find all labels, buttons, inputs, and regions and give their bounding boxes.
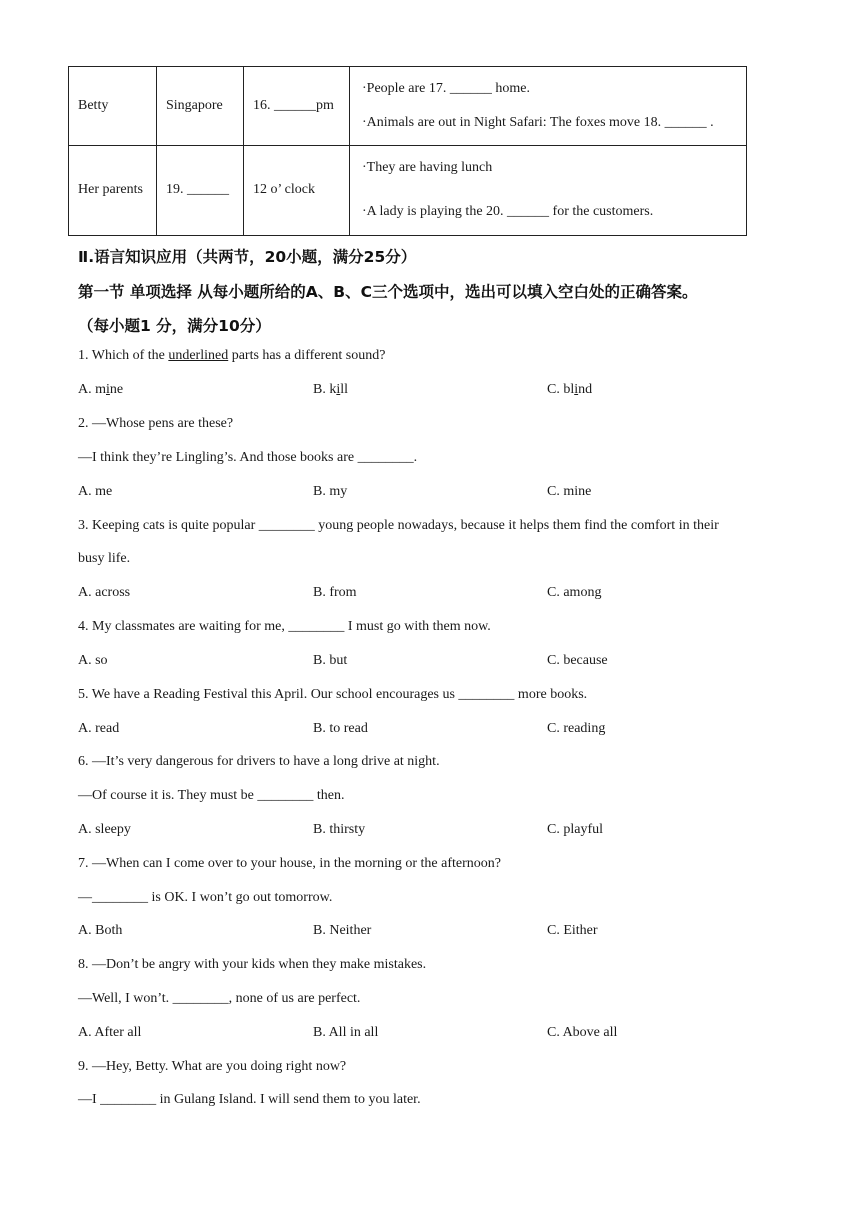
- option-text: C. bl: [547, 382, 575, 397]
- notes-cell: [350, 67, 747, 146]
- question-2-line2: —I think they’re Lingling’s. And those books are ________.: [78, 450, 418, 465]
- question-1-stem: [78, 349, 385, 363]
- place-cell: 19. ______: [157, 146, 244, 236]
- part1-note: （每小题1 分，满分10分）: [78, 317, 271, 335]
- option-text: B. k: [313, 382, 337, 397]
- table-row: [69, 146, 747, 236]
- stem-text: parts has a different sound?: [228, 348, 386, 363]
- question-3-line2: busy life.: [78, 551, 131, 566]
- question-5-line1: 5. We have a Reading Festival this April. Our school encourages us ________ more books.: [78, 687, 588, 702]
- question-6-line1: 6. —It’s very dangerous for drivers to have a long drive at night.: [78, 754, 440, 769]
- question-8-line2: —Well, I won’t. ________, none of us are perfect.: [78, 991, 361, 1006]
- section-title: Ⅱ.语言知识应用（共两节，20小题，满分25分）: [78, 248, 417, 266]
- option-underlined-letter: i: [574, 382, 579, 397]
- table-row: [69, 67, 747, 146]
- option-underlined-letter: i: [106, 382, 110, 397]
- question-9-line2: —I ________ in Gulang Island. I will send them to you later.: [78, 1092, 421, 1107]
- q5-option-c: C. reading: [547, 721, 606, 736]
- q3-option-c: C. among: [547, 585, 602, 600]
- option-underlined-letter: i: [336, 382, 341, 397]
- question-2-line1: 2. —Whose pens are these?: [78, 416, 234, 431]
- q4-option-a: A. so: [78, 653, 108, 668]
- stem-text: 1. Which of the: [78, 348, 169, 363]
- q7-option-a: A. Both: [78, 923, 123, 938]
- time-cell: 16. ______pm: [244, 67, 350, 146]
- q2-option-c: C. mine: [547, 484, 592, 499]
- person-cell: Her parents: [69, 146, 157, 236]
- q8-option-c: C. Above all: [547, 1025, 618, 1040]
- q3-option-b: B. from: [313, 585, 357, 600]
- q2-option-a: A. me: [78, 484, 113, 499]
- q6-option-b: B. thirsty: [313, 822, 366, 837]
- q8-option-a: A. After all: [78, 1025, 142, 1040]
- q1-option-b: [313, 383, 348, 397]
- q1-option-a: [78, 383, 123, 397]
- option-text: ll: [340, 382, 349, 397]
- q5-option-b: B. to read: [313, 721, 368, 736]
- question-3-line1: 3. Keeping cats is quite popular ________ young people nowadays, because it helps them find the comfort in their: [78, 518, 719, 533]
- option-text: nd: [578, 382, 593, 397]
- question-8-line1: 8. —Don’t be angry with your kids when they make mistakes.: [78, 957, 427, 972]
- stem-underlined-text: underlined: [168, 348, 229, 363]
- question-9-line1: 9. —Hey, Betty. What are you doing right now?: [78, 1059, 347, 1074]
- place-cell: Singapore: [157, 67, 244, 146]
- question-4-line1: 4. My classmates are waiting for me, ________ I must go with them now.: [78, 619, 491, 634]
- person-cell: Betty: [69, 67, 157, 146]
- question-6-line2: —Of course it is. They must be ________ then.: [78, 788, 345, 803]
- question-7-line2: —________ is OK. I won’t go out tomorrow.: [78, 890, 333, 905]
- q4-option-c: C. because: [547, 653, 608, 668]
- option-text: ne: [109, 382, 124, 397]
- info-table: [68, 66, 747, 236]
- note-line: ·Animals are out in Night Safari: The foxes move 18. ______ .: [362, 114, 714, 130]
- q4-option-b: B. but: [313, 653, 348, 668]
- q8-option-b: B. All in all: [313, 1025, 379, 1040]
- q6-option-c: C. playful: [547, 822, 603, 837]
- q7-option-b: B. Neither: [313, 923, 372, 938]
- q7-option-c: C. Either: [547, 923, 598, 938]
- part1-title: 第一节 单项选择 从每小题所给的A、B、C三个选项中，选出可以填入空白处的正确答案。: [78, 283, 698, 301]
- q6-option-a: A. sleepy: [78, 822, 131, 837]
- q5-option-a: A. read: [78, 721, 120, 736]
- question-7-line1: 7. —When can I come over to your house, in the morning or the afternoon?: [78, 856, 501, 871]
- note-line: ·They are having lunch: [362, 160, 493, 176]
- time-cell: 12 o’ clock: [244, 146, 350, 236]
- option-text: A. m: [78, 382, 106, 397]
- note-line: ·A lady is playing the 20. ______ for the customers.: [362, 204, 654, 219]
- q1-option-c: [547, 383, 592, 397]
- note-line: ·People are 17. ______ home.: [362, 80, 530, 96]
- notes-cell: [350, 146, 747, 236]
- q3-option-a: A. across: [78, 585, 131, 600]
- q2-option-b: B. my: [313, 484, 348, 499]
